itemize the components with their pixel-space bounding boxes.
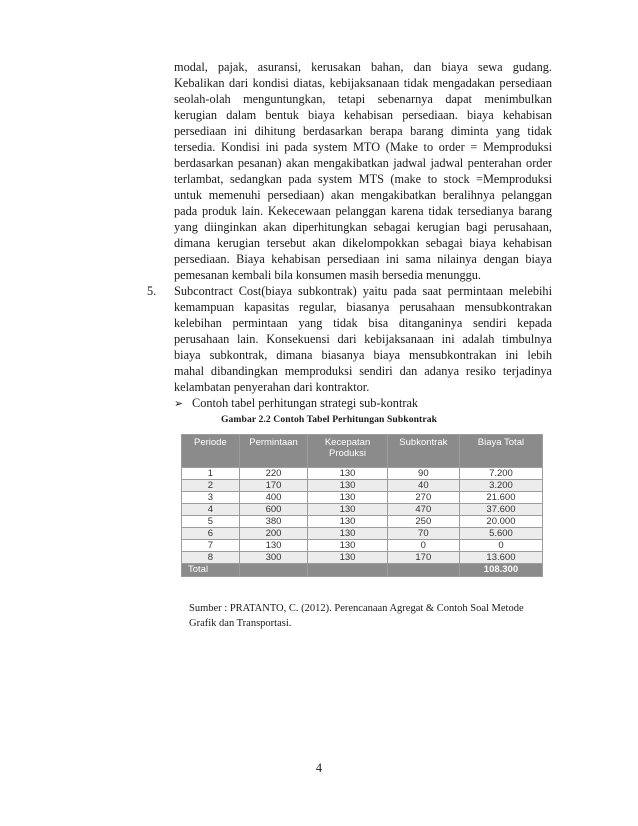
table-row [182,480,543,492]
paragraph-line: tersedia. Kondisi ini pada system MTO (Make to order = Memproduksi [174,140,552,154]
table-cell: 70 [387,528,459,540]
table-cell: 400 [239,492,308,504]
paragraph-line: untuk memenuhi persediaan) akan mengakibatkan beralihnya pelanggan [174,188,552,202]
list-item-line: mahal dibandingkan memproduksi sendiri dan adanya resiko terjadinya [174,364,552,378]
table-cell: 0 [387,540,459,552]
list-item-line: kelebihan permintaan yang tidak bisa ditanganinya sendiri kepada [174,316,552,330]
table-cell: 21.600 [459,492,542,504]
table-cell: 470 [387,504,459,516]
table-row [182,552,543,564]
table-row [182,492,543,504]
table-cell: 40 [387,480,459,492]
table-cell: 170 [239,480,308,492]
figure-caption: Gambar 2.2 Contoh Tabel Perhitungan Subkontrak [220,414,438,425]
table-cell: 7 [182,540,240,552]
table-cell: 5.600 [459,528,542,540]
table-cell: 4 [182,504,240,516]
table-cell: 130 [308,492,387,504]
paragraph-line: persediaan. Biaya kehabisan persediaan ini sama nilainya dengan biaya [174,252,552,266]
total-value: 108.300 [459,564,542,577]
table-cell: 220 [239,468,308,480]
table-cell: 130 [308,480,387,492]
paragraph-line: seolah-olah menguntungkan, tetapi sebenarnya dapat menimbulkan [174,92,552,106]
list-item-line: kelambatan penyerahan dari kontraktor. [174,380,370,394]
table-cell: 3 [182,492,240,504]
table-cell: 200 [239,528,308,540]
table-cell: 130 [308,540,387,552]
bullet-item [174,396,418,411]
column-header: Subkontrak [387,435,459,468]
list-item-line: Subcontract Cost(biaya subkontrak) yaitu pada saat permintaan melebihi [174,284,552,298]
paragraph-line: persediaan ini dihitung berdasarkan berapa barang diminta yang tidak [174,124,552,138]
subcontract-table [181,434,543,577]
source-line: Grafik dan Transportasi. [189,618,292,629]
column-header: Periode [182,435,240,468]
table-cell: 37.600 [459,504,542,516]
paragraph-line: kerugian dalam bentuk biaya kehabisan persediaan. biaya kehabisan [174,108,552,122]
arrow-bullet-icon: ➢ [174,397,184,410]
table-cell: 130 [308,528,387,540]
table-cell: 13.600 [459,552,542,564]
column-header: Kecepatan Produksi [308,435,387,468]
table-cell: 0 [459,540,542,552]
table-row [182,516,543,528]
table-cell: 170 [387,552,459,564]
table-cell: 380 [239,516,308,528]
table-cell: 5 [182,516,240,528]
bullet-text: Contoh tabel perhitungan strategi sub-kontrak [192,396,419,410]
paragraph-line: pada produk lain. Kekecewaan pelanggan karena tidak tersedianya barang [174,204,552,218]
table-total-row [182,564,543,577]
table-row [182,468,543,480]
paragraph-line: dimana kerugian tersebut akan dikelompokkan sebagai biaya kehabisan [174,236,552,250]
table-cell: 130 [308,468,387,480]
list-item-line: perusahaan lain. Konsekuensi dari kebijaksanaan ini adalah timbulnya [174,332,552,346]
table-cell: 3.200 [459,480,542,492]
table-cell: 1 [182,468,240,480]
table-cell: 600 [239,504,308,516]
column-header: Biaya Total [459,435,542,468]
table-cell: 90 [387,468,459,480]
table-row [182,504,543,516]
table-cell: 130 [239,540,308,552]
paragraph-line: pemesanan kembali bila konsumen masih bersedia menunggu. [174,268,482,282]
table-cell: 130 [308,516,387,528]
paragraph-line: Kebalikan dari kondisi diatas, kebijaksanaan tidak mengadakan persediaan [174,76,552,90]
table-cell: 300 [239,552,308,564]
total-label: Total [182,564,240,577]
list-item-line: kemampuan kapasitas regular, biasanya perusahaan mensubkontrakan [174,300,552,314]
source-line: Sumber : PRATANTO, C. (2012). Perencanaan Agregat & Contoh Soal Metode [189,603,524,614]
table-cell: 130 [308,504,387,516]
column-header: Permintaan [239,435,308,468]
table-cell: 7.200 [459,468,542,480]
list-number: 5. [147,284,157,298]
paragraph-line: terlambat, sedangkan pada system MTS (make to stock =Memproduksi [174,172,552,186]
table-row [182,528,543,540]
table-cell: 20.000 [459,516,542,528]
table-cell: 130 [308,552,387,564]
table-cell: 2 [182,480,240,492]
paragraph-line: yang diinginkan akan diperhitungkan sebagai kerugian bagi perusahaan, [174,220,552,234]
page-number: 4 [315,761,323,775]
table-cell: 8 [182,552,240,564]
table-cell: 6 [182,528,240,540]
table-header-row [182,435,543,468]
table-cell: 270 [387,492,459,504]
table-cell: 250 [387,516,459,528]
table-row [182,540,543,552]
paragraph-line: modal, pajak, asuransi, kerusakan bahan, dan biaya sewa gudang. [174,60,552,74]
list-item-line: biaya subkontrak, dimana biasanya biaya mensubkontrakan ini lebih [174,348,552,362]
paragraph-line: berdasarkan pesanan) akan mengakibatkan jadwal jadwal penterahan order [174,156,552,170]
